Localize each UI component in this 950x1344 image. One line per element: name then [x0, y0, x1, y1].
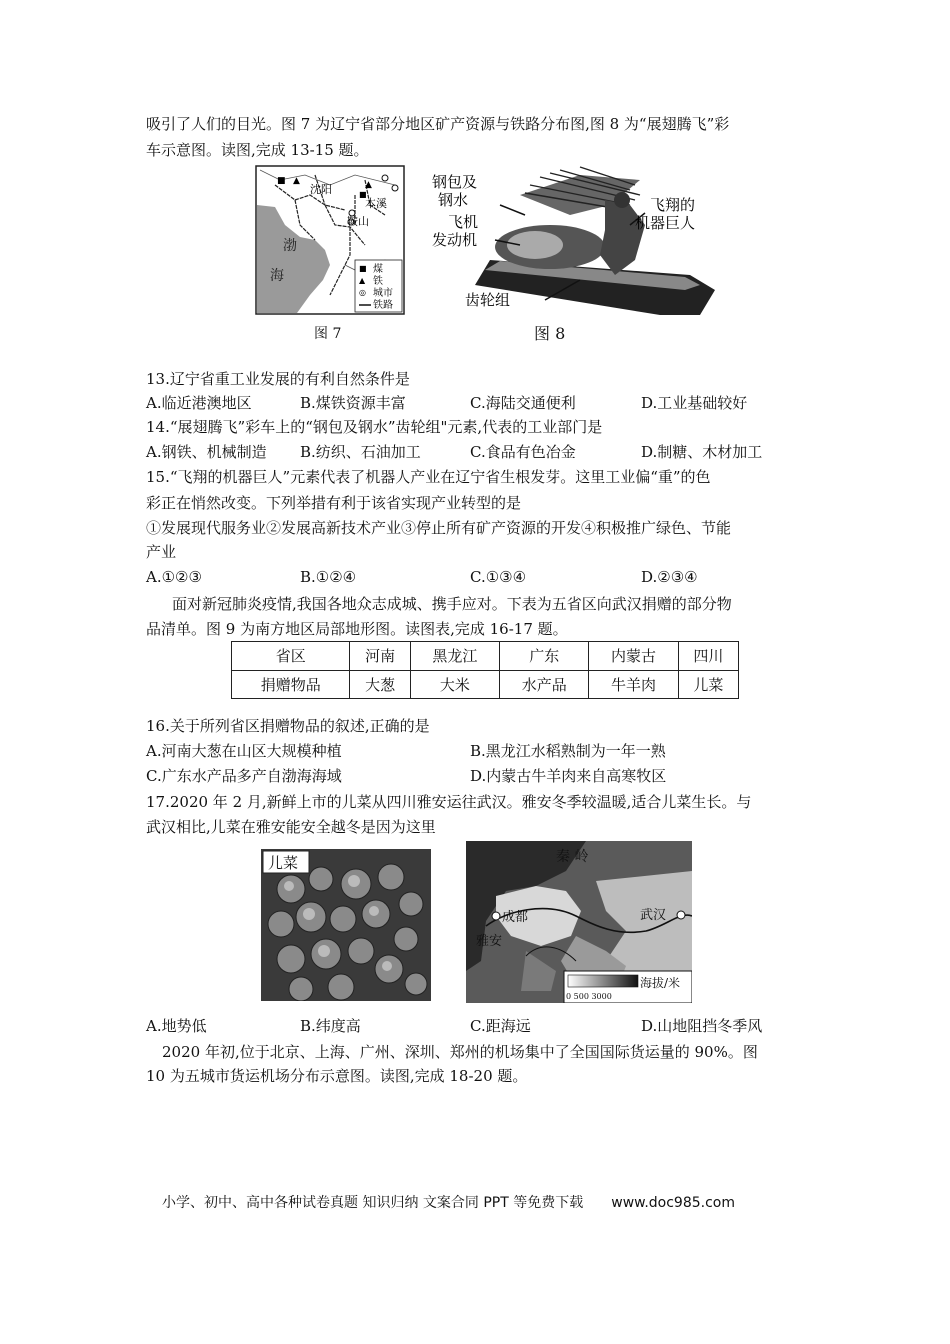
q14-option-d: D.制糖、木材加工 — [641, 443, 763, 461]
q16-option-b: B.黑龙江水稻熟制为一年一熟 — [470, 742, 666, 760]
map-label-hai: 海 — [270, 268, 284, 284]
intro3-line-2: 10 为五城市货运机场分布示意图。读图,完成 18-20 题。 — [146, 1067, 528, 1085]
table-cell: 省区 — [232, 642, 350, 671]
intro2-line-2: 品清单。图 9 为南方地区局部地形图。读图表,完成 16-17 题。 — [146, 620, 568, 638]
q14-stem: 14.“展翅腾飞”彩车上的“钢包及钢水”齿轮组"元素,代表的工业部门是 — [146, 418, 603, 436]
intro-line-1: 吸引了人们的目光。图 7 为辽宁省部分地区矿产资源与铁路分布图,图 8 为“展翅腾飞”彩 — [146, 115, 730, 133]
photo-label-erchai: 儿菜 — [268, 854, 299, 872]
map-label-chengdu: 成都 — [502, 910, 529, 925]
table-header-row — [232, 642, 739, 671]
map-label-benxi: 本溪 — [365, 197, 387, 210]
fig8-label-gear: 齿轮组 — [465, 291, 511, 309]
q15-stem-2: 彩正在悄然改变。下列举措有利于该省实现产业转型的是 — [146, 494, 522, 512]
q16-option-c: C.广东水产品多产自渤海海域 — [146, 767, 342, 785]
q17-stem-2: 武汉相比,儿菜在雅安能安全越冬是因为这里 — [146, 818, 436, 836]
q14-option-a: A.钢铁、机械制造 — [146, 443, 267, 461]
map-legend-city: 城市 — [373, 288, 393, 299]
intro2-line-1: 面对新冠肺炎疫情,我国各地众志成城、携手应对。下表为五省区向武汉捐赠的部分物 — [172, 595, 732, 613]
q16-option-a: A.河南大葱在山区大规模种植 — [146, 742, 342, 760]
footer-site-link[interactable]: www.doc985.com — [611, 1195, 735, 1211]
donation-table — [231, 641, 739, 699]
q15-stem-4: 产业 — [146, 543, 177, 561]
q13-option-d: D.工业基础较好 — [641, 394, 748, 412]
table-row — [232, 670, 739, 699]
map-legend-elevation: 海拔/米 — [640, 976, 681, 990]
table-cell: 大米 — [410, 670, 499, 699]
fig8-label-robot-2: 机器巨人 — [635, 214, 696, 232]
map-label-wuhan: 武汉 — [640, 908, 667, 923]
q15-stem-1: 15.“飞翔的机器巨人”元素代表了机器人产业在辽宁省生根发芽。这里工业偏“重”的色 — [146, 468, 711, 486]
fig8-label-robot-1: 飞翔的 — [650, 196, 696, 214]
table-cell: 捐赠物品 — [232, 670, 350, 699]
svg-text:◎: ◎ — [359, 288, 366, 297]
table-cell: 黑龙江 — [410, 642, 499, 671]
q17-option-b: B.纬度高 — [300, 1017, 361, 1035]
q14-option-b: B.纺织、石油加工 — [300, 443, 421, 461]
q17-stem-1: 17.2020 年 2 月,新鲜上市的儿菜从四川雅安运往武汉。雅安冬季较温暖,适合儿菜生长。与 — [146, 793, 752, 811]
fig8-label-steel-2: 钢水 — [438, 191, 469, 209]
svg-text:■: ■ — [359, 190, 367, 199]
q15-option-c: C.①③④ — [470, 568, 527, 586]
table-cell: 牛羊肉 — [589, 670, 678, 699]
table-cell: 广东 — [500, 642, 589, 671]
table-cell: 大葱 — [350, 670, 410, 699]
table-cell: 内蒙古 — [589, 642, 678, 671]
map-legend-railway: 铁路 — [373, 300, 393, 311]
map-label-shenyang: 沈阳 — [310, 183, 332, 196]
q13-stem: 13.辽宁省重工业发展的有利自然条件是 — [146, 370, 410, 388]
q15-stem-3: ①发展现代服务业②发展高新技术产业③停止所有矿产资源的开发④积极推广绿色、节能 — [146, 519, 732, 537]
q16-option-d: D.内蒙古牛羊肉来自高寒牧区 — [470, 767, 667, 785]
page-footer — [162, 1192, 735, 1212]
svg-text:■: ■ — [277, 176, 286, 186]
figure-8-caption: 图 8 — [534, 324, 566, 343]
intro-line-2: 车示意图。读图,完成 13-15 题。 — [146, 141, 369, 159]
q16-stem: 16.关于所列省区捐赠物品的叙述,正确的是 — [146, 717, 430, 735]
map-legend-ticks: 0 500 3000 — [566, 992, 612, 1001]
svg-text:▲: ▲ — [293, 176, 300, 186]
fig8-label-engine-1: 飞机 — [448, 213, 479, 231]
fig8-label-steel-1: 钢包及 — [432, 173, 478, 191]
q15-option-d: D.②③④ — [641, 568, 698, 586]
figure-7-map — [255, 165, 405, 315]
map-label-qinling: 秦 岭 — [556, 849, 589, 865]
table-cell: 四川 — [678, 642, 738, 671]
q15-option-b: B.①②④ — [300, 568, 357, 586]
q17-option-d: D.山地阻挡冬季风 — [641, 1017, 763, 1035]
map-label-anshan: 鞍山 — [347, 215, 369, 228]
map-legend-iron: 铁 — [373, 276, 383, 287]
q17-option-c: C.距海远 — [470, 1017, 531, 1035]
table-cell: 水产品 — [500, 670, 589, 699]
figure-7-caption: 图 7 — [314, 326, 342, 342]
intro3-line-1: 2020 年初,位于北京、上海、广州、深圳、郑州的机场集中了全国国际货运量的 90%。图 — [162, 1043, 758, 1061]
figure-8-float — [430, 165, 730, 315]
map-legend-coal: 煤 — [373, 264, 383, 275]
svg-text:■: ■ — [359, 264, 367, 273]
q14-option-c: C.食品有色冶金 — [470, 443, 576, 461]
q15-option-a: A.①②③ — [146, 568, 202, 586]
map-label-bo: 渤 — [283, 238, 297, 254]
svg-text:▲: ▲ — [359, 276, 366, 285]
q13-option-a: A.临近港澳地区 — [146, 394, 252, 412]
table-cell: 儿菜 — [678, 670, 738, 699]
fig8-label-engine-2: 发动机 — [432, 231, 478, 249]
map-label-yaan: 雅安 — [476, 934, 503, 949]
figure-9-terrain-map — [466, 841, 692, 1003]
table-cell: 河南 — [350, 642, 410, 671]
q13-option-c: C.海陆交通便利 — [470, 394, 576, 412]
footer-text: 小学、初中、高中各种试卷真题 知识归纳 文案合同 PPT 等免费下载 — [162, 1195, 584, 1211]
svg-text:▲: ▲ — [365, 180, 372, 190]
q13-option-b: B.煤铁资源丰富 — [300, 394, 406, 412]
figure-9-photo — [261, 849, 431, 1001]
q17-option-a: A.地势低 — [146, 1017, 207, 1035]
